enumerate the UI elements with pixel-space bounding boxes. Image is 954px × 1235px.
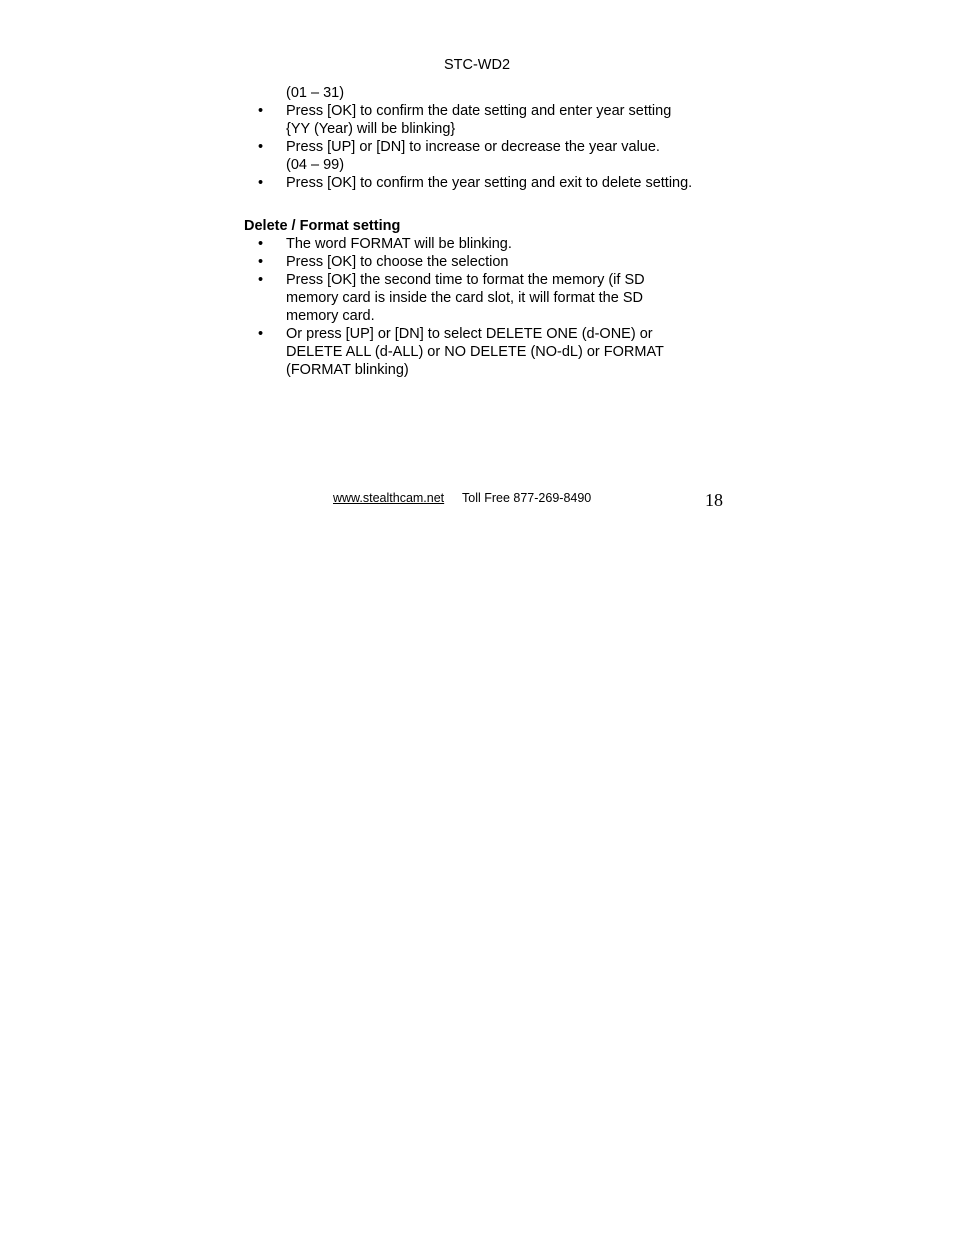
main-content xyxy=(244,84,744,379)
page-footer xyxy=(0,489,954,513)
list-item xyxy=(244,325,744,379)
list-item-text: memory card. xyxy=(286,308,375,324)
list-item-text: {YY (Year) will be blinking} xyxy=(286,121,456,137)
list-item xyxy=(244,174,744,192)
list-item xyxy=(244,235,744,253)
list-item-text: (FORMAT blinking) xyxy=(286,362,409,378)
section-heading: Delete / Format setting xyxy=(244,218,401,234)
list-item-text: DELETE ALL (d-ALL) or NO DELETE (NO-dL) or FORMAT xyxy=(286,344,664,360)
page-number: 18 xyxy=(705,490,723,510)
delete-instructions-list xyxy=(244,235,744,379)
list-item xyxy=(244,271,744,325)
list-item-text: The word FORMAT will be blinking. xyxy=(286,236,512,252)
bullet-icon: • xyxy=(258,272,264,288)
website-link[interactable]: www.stealthcam.net xyxy=(333,491,445,505)
list-item-text: Press [OK] to confirm the year setting and exit to delete setting. xyxy=(286,175,693,191)
bullet-icon: • xyxy=(258,139,264,155)
bullet-icon: • xyxy=(258,254,264,270)
bullet-icon: • xyxy=(258,103,264,119)
list-item-text: Press [UP] or [DN] to increase or decrease the year value. xyxy=(286,139,660,155)
list-item-text: Press [OK] to choose the selection xyxy=(286,254,509,270)
list-item-text: Or press [UP] or [DN] to select DELETE ONE (d-ONE) or xyxy=(286,326,653,342)
list-item-text: memory card is inside the card slot, it will format the SD xyxy=(286,290,643,306)
date-range-text: (01 – 31) xyxy=(286,85,345,101)
list-item-text: Press [OK] the second time to format the memory (if SD xyxy=(286,272,645,288)
page-header-title: STC-WD2 xyxy=(443,57,511,73)
list-item xyxy=(244,138,744,174)
bullet-icon: • xyxy=(258,236,264,252)
list-item-text: Press [OK] to confirm the date setting and enter year setting xyxy=(286,103,672,119)
list-item xyxy=(244,102,744,138)
list-item xyxy=(244,253,744,271)
date-instructions-list xyxy=(244,102,744,192)
bullet-icon: • xyxy=(258,175,264,191)
toll-free-phone: Toll Free 877-269-8490 xyxy=(462,491,592,505)
list-item-text: (04 – 99) xyxy=(286,157,345,173)
bullet-icon: • xyxy=(258,326,264,342)
